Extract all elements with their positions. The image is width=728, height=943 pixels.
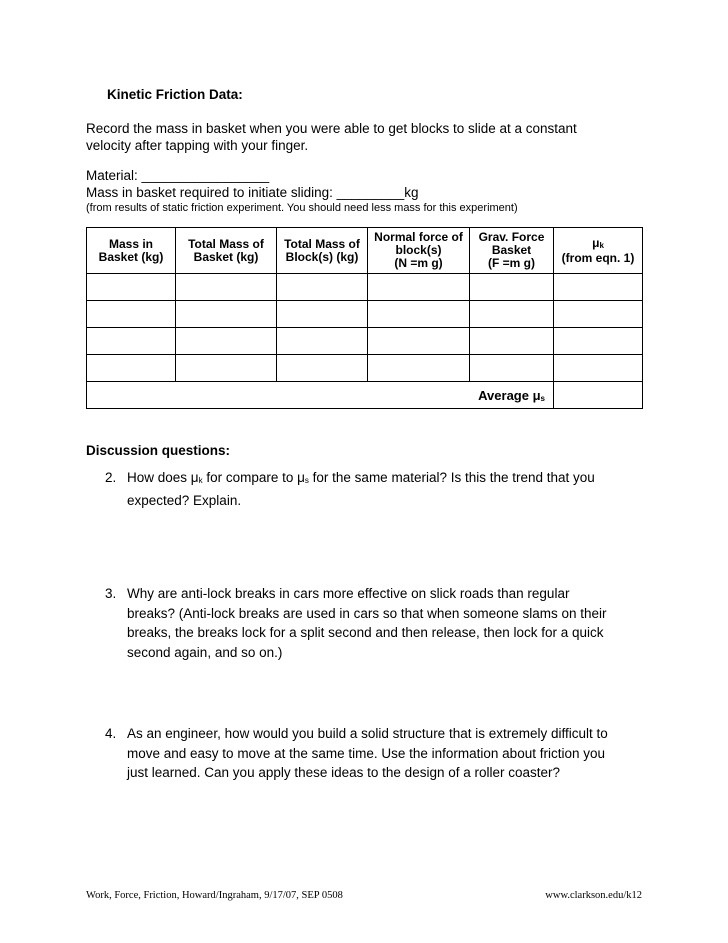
table-cell[interactable]: [277, 355, 368, 382]
table-cell[interactable]: [554, 355, 643, 382]
table-row: [87, 328, 643, 355]
question-line: How does $\mu_k$ for compare to $\mu_s$ for the same material? Is this the trend that you: [127, 470, 595, 485]
table-cell[interactable]: [176, 355, 277, 382]
table-header-row: [87, 228, 643, 274]
question-line: breaks? (Anti-lock breaks are used in cars so that when someone slams on their: [127, 605, 607, 621]
average-row: [87, 382, 643, 409]
header-mu-k: $\mu_k$ (from eqn. 1): [554, 228, 643, 274]
table-cell[interactable]: [277, 301, 368, 328]
table-cell[interactable]: [176, 301, 277, 328]
table-cell[interactable]: [368, 274, 470, 301]
question-line: As an engineer, how would you build a solid structure that is extremely difficult to: [127, 726, 608, 741]
average-label: Average $\mu_s$: [87, 382, 554, 409]
table-cell[interactable]: [87, 355, 176, 382]
mass-field: Mass in basket required to initiate sliding: _________kg: [86, 185, 419, 200]
average-value-cell[interactable]: [554, 382, 643, 409]
discussion-heading: Discussion questions:: [86, 443, 231, 458]
kinetic-friction-table: [86, 227, 643, 409]
table-cell[interactable]: [470, 301, 554, 328]
table-cell[interactable]: [470, 355, 554, 382]
question-line: expected? Explain.: [127, 492, 242, 508]
question-line: Why are anti-lock breaks in cars more effective on slick roads than regular: [127, 586, 570, 601]
table-cell[interactable]: [87, 274, 176, 301]
table-cell[interactable]: [470, 274, 554, 301]
header-total-mass-blocks: Total Mass of Block(s) (kg): [277, 228, 368, 274]
table-cell[interactable]: [368, 355, 470, 382]
table-row: [87, 355, 643, 382]
table-cell[interactable]: [87, 301, 176, 328]
question-number: 4.: [105, 726, 117, 741]
header-normal-force: Normal force of block(s) (N =m g): [368, 228, 470, 274]
question-line: just learned. Can you apply these ideas to the design of a roller coaster?: [127, 765, 561, 780]
question-line: breaks, the breaks lock for a split second and then release, then lock for a quick: [127, 625, 604, 640]
footer-left: Work, Force, Friction, Howard/Ingraham, 9/17/07, SEP 0508: [86, 890, 343, 901]
table-cell[interactable]: [277, 274, 368, 301]
intro-text-line-1: Record the mass in basket when you were able to get blocks to slide at a constant: [86, 121, 577, 136]
table-cell[interactable]: [554, 301, 643, 328]
table-cell[interactable]: [368, 301, 470, 328]
note-text: (from results of static friction experiment. You should need less mass for this experiment): [86, 202, 518, 214]
material-field: Material: _________________: [86, 168, 270, 183]
table-cell[interactable]: [554, 328, 643, 355]
question-number: 3.: [105, 586, 117, 601]
table-row: [87, 274, 643, 301]
question-number: 2.: [105, 470, 117, 485]
table-cell[interactable]: [176, 274, 277, 301]
header-total-mass-basket: Total Mass of Basket (kg): [176, 228, 277, 274]
table-cell[interactable]: [470, 328, 554, 355]
intro-text-line-2: velocity after tapping with your finger.: [86, 138, 309, 153]
table-cell[interactable]: [368, 328, 470, 355]
question-line: second again, and so on.): [127, 644, 283, 660]
section-heading: Kinetic Friction Data:: [107, 87, 243, 102]
table-row: [87, 301, 643, 328]
question-line: move and easy to move at the same time. Use the information about friction you: [127, 745, 605, 761]
header-grav-force: Grav. Force Basket (F =m g): [470, 228, 554, 274]
footer-link[interactable]: www.clarkson.edu/k12: [545, 890, 642, 901]
table-cell[interactable]: [277, 328, 368, 355]
table-cell[interactable]: [554, 274, 643, 301]
table-cell[interactable]: [176, 328, 277, 355]
header-mass-in-basket: Mass in Basket (kg): [87, 228, 176, 274]
table-cell[interactable]: [87, 328, 176, 355]
